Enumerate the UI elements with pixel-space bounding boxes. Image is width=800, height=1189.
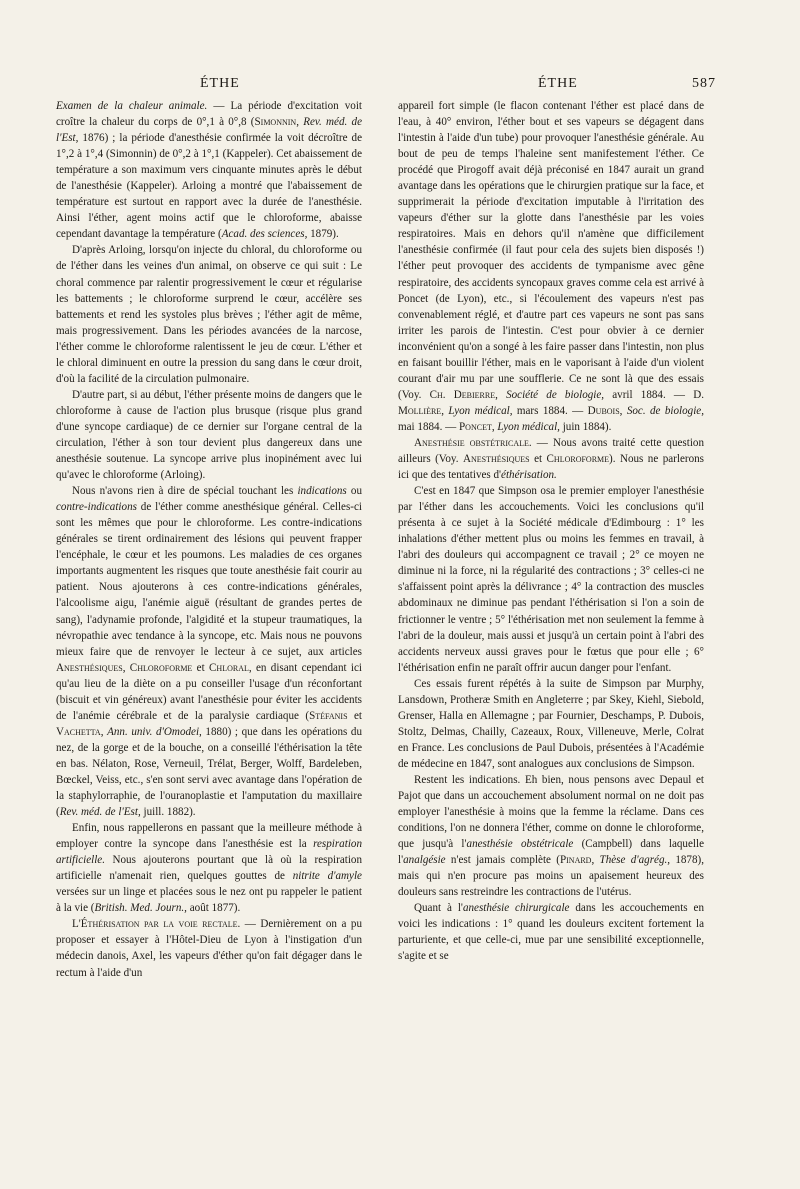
right-column	[398, 98, 704, 965]
text-run: British. Med. Journ.,	[94, 902, 187, 915]
text-run: et	[192, 661, 210, 674]
text-run: ,	[441, 404, 449, 417]
text-run: juill. 1882).	[140, 806, 196, 819]
text-run: Ces essais furent répétés à la suite de Simpson par Murphy, Lansdown, Protheræ Smith en Angleterre ; par Skey, Kiehl, Siebold, Grenser, Halla en Allemagne ; par Fournier, Deschamps, P. Dubois, Stoltz, Delmas, Chailly, Cazeaux, Roux, Villeneuve, Merle, Colrat en France. Les conclusions de Paul Dubois, présentées à l'Académie de médecine en 1847, sont analogues aux conclusions de Simpson.	[398, 677, 704, 770]
text-run: mars 1884. —	[512, 404, 588, 417]
paragraph	[398, 98, 704, 435]
text-run: — La période d'excitation voit croître la chaleur du corps de 0°,1 à 0°,8 (	[56, 100, 362, 129]
text-run: Anesthésie obstétricale.	[414, 436, 532, 449]
paragraph	[398, 900, 704, 964]
text-run: ,	[619, 404, 627, 417]
text-run: nitrite d'amyle	[292, 870, 362, 883]
paragraph	[56, 820, 362, 916]
text-run: ,	[495, 388, 507, 401]
paragraph	[398, 435, 704, 483]
text-run: anesthésie chirurgicale	[462, 902, 570, 915]
text-run: avril 1884. —	[604, 388, 694, 401]
text-run: de l'éther comme anesthésique général. Celles-ci sont les mêmes que pour le chloroforme. Les contre-indications générales se tirent ordinairement des lésions qui peuvent frapper l'encéphale, le cœur et les poumons. Les maladies de ces organes importants augmentent les risques que toute anesthésie fait courir au patient. Nous ajouterons à ces contre-indications générales, l'alcoolisme aigu, l'anémie aiguë (résultant de grandes pertes de sang), l'adynamie profonde, l'algidité et la stupeur traumatiques, la névropathie avec tendance à la syncope, etc. Mais nous ne pouvons mieux faire que de renvoyer le lecteur à ce sujet, aux articles	[56, 501, 362, 658]
text-run: 1879).	[307, 228, 339, 241]
text-run: D. Mollière	[398, 388, 704, 417]
paragraph	[398, 676, 704, 772]
text-run: Lyon médical,	[497, 420, 560, 433]
text-run: et	[347, 709, 362, 722]
paragraph	[398, 483, 704, 676]
text-run: Enfin, nous rappellerons en passant que la meilleure méthode à employer contre la syncope dans l'anesthésie est la	[56, 822, 362, 851]
text-run: 1876) ; la période d'anesthésie confirmée la voit décroître de 1°,2 à 1°,4 (Simonnin) de 0°,2 à 1°,1 (Kappeler). Cet abaissement de température a son maximum vers cinquante minutes après le début de l'anesthésie (Kappeler). Arloing a montré que l'abaissement de température est surtout en rapport avec la durée de l'anesthésie. Ainsi l'éther, agent moins actif que le chloroforme, abaisse cependant davantage la température (	[56, 132, 362, 241]
text-run: C'est en 1847 que Simpson osa le premier employer l'anesthésie par l'éther dans les accouchements. Voici les conclusions qu'il présenta à ce sujet à la Société médicale d'Edimbourg : 1° les inhalations d'éther mettent plus ou moins les femmes en travail, à l'abri des douleurs qui accompagnent ce travail ; 2° ce moyen ne diminue ni la force, ni la régularité des contractions ; 3° celles-ci ne s'affaissent point après la délivrance ; 4° la contraction des muscles abdominaux ne diminue pas pendant l'éthérisation si l'on a soin de frictionner le ventre ; 5° l'éthérisation met non seulement la femme à l'abri de la douleur, mais aussi et jusqu'à un certain point à l'abri des accidents nerveux aussi graves pour le fœtus que pour elle ; 6° l'éthérisation enfin ne paraît offrir aucun danger pour l'enfant.	[398, 485, 704, 674]
text-run: Anesthésiques	[462, 453, 530, 466]
text-run: n'est jamais complète (	[445, 854, 560, 867]
text-run: et	[529, 453, 547, 466]
text-run: Acad. des sciences,	[221, 228, 308, 241]
text-run: Simonnin	[254, 116, 297, 129]
text-run: Société de biologie,	[506, 388, 605, 401]
paragraph	[398, 772, 704, 900]
text-run: indications	[297, 485, 347, 498]
text-run: dans les accouchements en voici les indications : 1° quand les douleurs excitent fortement la parturiente, et que celle-ci, mue par une sensibilité exceptionnelle, s'agite et se	[398, 902, 704, 963]
text-run: (Campbell) dans laquelle l'	[398, 838, 704, 867]
text-run: Rev. méd. de l'Est,	[59, 806, 141, 819]
text-run: Ch. Debierre	[429, 388, 496, 401]
text-run: ou	[346, 485, 362, 498]
text-run: ,	[296, 116, 304, 129]
text-run: Rev. méd. de l'Est,	[56, 116, 362, 145]
paragraph	[56, 98, 362, 242]
paragraph	[56, 483, 362, 820]
page-number: 587	[692, 76, 716, 91]
text-run: 1880) ; que dans les opérations du nez, de la gorge et de la bouche, on a conseillé l'éthérisation la tête en bas. Nélaton, Rose, Verneuil, Trélat, Berger, Wolff, Bardeleben, Bœckel, Veiss, etc., s'en sont servi avec avantage dans l'opération de la staphylorraphie, de l'ouranoplastie et l'amputation du maxillaire (	[56, 725, 363, 819]
text-run: contre-indications	[56, 501, 137, 514]
text-run: ,	[122, 661, 130, 674]
text-run: Lyon médical,	[448, 404, 513, 417]
text-run: éthérisation.	[501, 469, 557, 482]
text-run: Anesthésiques	[56, 661, 123, 674]
text-run: analgésie	[403, 854, 446, 867]
text-run: Chloroforme	[546, 453, 610, 466]
text-run: anesthésie obstétricale	[466, 838, 574, 851]
text-run: respiration artificielle.	[56, 838, 362, 867]
text-run: Nous n'avons rien à dire de spécial touchant les	[72, 485, 298, 498]
text-run: ,	[491, 420, 498, 433]
text-run: ). Nous ne parlerons ici que des tentatives d'	[398, 453, 704, 482]
text-run: D'après Arloing, lorsqu'on injecte du chloral, du chloroforme ou de l'éther dans les veines d'un animal, on observe ce qui suit : Le choral commence par ralentir progressivement le cœur et régularise les battements ; le chloroforme surprend le cœur, accélère ses battements et rend les systoles plus brèves ; l'éther agit de même, mais progressivement. Dans les périodes avancées de la narcose, l'éther comme le chloroforme ralentissent le jeu de cœur. L'éther et le chloral diminuent en outre la pression du sang dans le cœur droit, d'où la facilité de la circulation pulmonaire.	[56, 244, 362, 385]
header-left-title: ÉTHE	[200, 76, 240, 91]
text-run: Soc. de biologie,	[626, 404, 704, 417]
text-run: Stéfanis	[309, 709, 348, 722]
text-run: L'Éthérisation par la voie rectale.	[72, 918, 241, 931]
text-run: Chloroforme	[129, 661, 193, 674]
text-run: mai 1884. —	[398, 420, 460, 433]
text-run: Pinard	[559, 854, 592, 867]
text-run: Dubois	[587, 404, 620, 417]
text-run: Thèse d'agrég.,	[599, 854, 671, 867]
text-run: Vachetta	[56, 725, 101, 738]
text-run: , en disant cependant ici qu'au lieu de la diète on a pu conseiller l'usage d'un réconfortant (biscuit et vin généreux) avant l'anesthésie pour éviter les accidents de l'anémie cérébrale et de la paralysie cardiaque (	[56, 661, 362, 722]
text-run: Poncet	[459, 420, 492, 433]
text-run: D'autre part, si au début, l'éther présente moins de dangers que le chloroforme à cause de l'action plus brusque (risque plus grand d'une syncope cardiaque) de ce dernier sur l'organe central de la circulation, l'éther à son tour devient plus dangereux dans une anesthésie soutenue. La syncope arrive plus inopinément avec lui qu'avec le chloroforme (Arloing).	[56, 388, 362, 482]
text-run: Restent les indications. Eh bien, nous pensons avec Depaul et Pajot que dans un accouchement absolument normal on ne doit pas employer l'anesthésie à moins que la femme la réclame. Dans ces conditions, l'on ne donnera l'éther, comme on donne le chloroforme, que jusqu'à l'	[398, 773, 704, 851]
text-run: 1878), mais qui n'en procure pas moins un apaisement heureux des douleurs sans restreindre les contractions de l'utérus.	[398, 854, 704, 899]
text-run: Ann. univ. d'Omodei,	[107, 725, 202, 738]
paragraph	[56, 387, 362, 483]
paragraph	[56, 916, 362, 980]
text-run: ,	[100, 725, 108, 738]
text-run: Quant à l'	[414, 902, 463, 915]
text-run: appareil fort simple (le flacon contenant l'éther est placé dans de l'eau, à 40° environ, l'éther bout et ses vapeurs se dégagent dans l'intestin à l'aide d'un tube) pour provoquer l'anesthésie générale. Au bout de peu de temps l'haleine sent manifestement l'éther. Ce procédé que Pirogoff avait déjà préconisé en 1847 aurait un grand avantage dans les opérations que le chirurgien pratique sur la face, et supprimerait la période d'excitation imputable à l'irritation des vapeurs d'éther sur la glotte dans l'anesthésie par les voies respiratoires. Mais en dehors qu'il n'amène que difficilement l'anesthésie confirmée (il faut pour cela des sujets bien disposés !) l'éther peut provoquer des accidents de tympanisme avec gêne respiratoire, des accidents syncopaux graves comme cela est arrivé à Poncet (de Lyon), etc., si l'écoulement des vapeurs n'est pas convenablement réglé, et d'autre part ces vapeurs ne sont pas sans irriter les parois de l'intestin. C'est pour obvier à ce dernier inconvénient qu'on a songé à les faire passer dans l'intestin, non plus en faisant bouillir l'éther, mais en le vaporisant à l'aide d'un violent courant d'air mu par une soufflerie. Ce ne sont là que des essais (Voy.	[398, 100, 704, 401]
text-run: — Dernièrement on a pu proposer et essayer à l'Hôtel-Dieu de Lyon à l'instigation d'un médecin danois, Axel, les vapeurs d'éther qu'on fait dégager dans le rectum à l'aide d'un	[56, 918, 362, 979]
text-run: Examen de la chaleur animale.	[56, 100, 208, 112]
paragraph	[56, 242, 362, 386]
text-run: août 1877).	[186, 902, 241, 915]
text-run: — Nous avons traité cette question ailleurs (Voy.	[398, 436, 704, 466]
text-run: ,	[591, 854, 600, 867]
text-run: Nous ajouterons pourtant que là où la respiration artificielle n'amenait rien, quelques gouttes de	[56, 854, 362, 883]
text-run: juin 1884).	[559, 420, 612, 433]
running-header	[0, 72, 800, 96]
text-run: Chloral	[209, 661, 249, 674]
text-run: versées sur un linge et placées sous le nez ont pu rappeler le patient à la vie (	[56, 886, 362, 915]
header-right-title: ÉTHE	[538, 76, 578, 91]
left-column	[56, 98, 362, 981]
